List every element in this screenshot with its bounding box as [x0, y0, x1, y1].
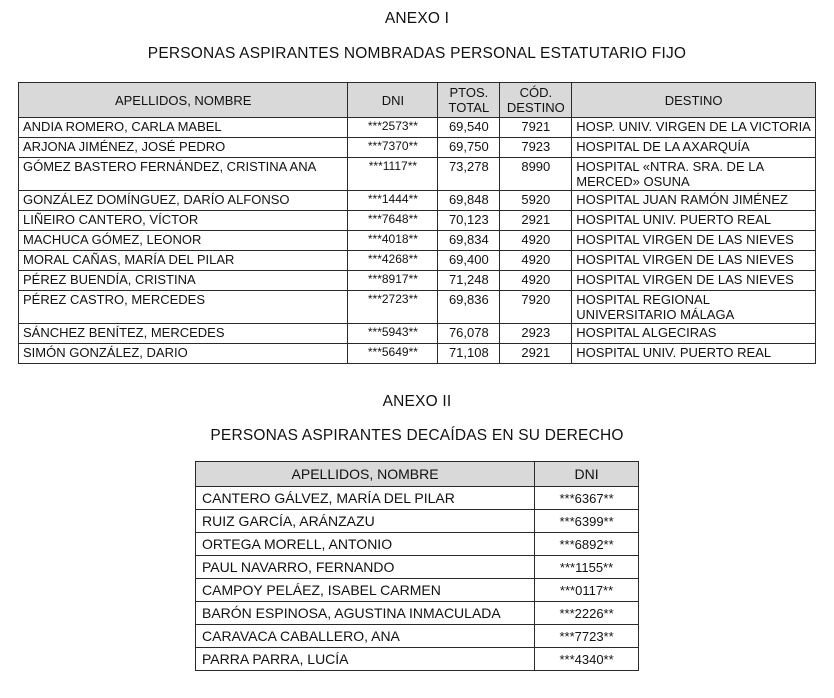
cell-dni: ***6399** — [535, 510, 639, 533]
header-code-line1: CÓD. — [519, 85, 553, 100]
cell-name: ORTEGA MORELL, ANTONIO — [196, 533, 535, 556]
cell-name: BARÓN ESPINOSA, AGUSTINA INMACULADA — [196, 602, 535, 625]
cell-destination: HOSPITAL VIRGEN DE LAS NIEVES — [572, 251, 816, 271]
cell-code: 5920 — [500, 191, 572, 211]
annex-1-heading: ANEXO I — [384, 10, 450, 27]
cell-code: 2921 — [500, 211, 572, 231]
cell-name: MORAL CAÑAS, MARÍA DEL PILAR — [19, 251, 348, 271]
cell-dni: ***6892** — [535, 533, 639, 556]
header-destination: DESTINO — [572, 83, 816, 118]
cell-name: PARRA PARRA, LUCÍA — [196, 648, 535, 671]
annex-1-title: PERSONAS ASPIRANTES NOMBRADAS PERSONAL ESTATUTARIO FIJO — [147, 45, 687, 62]
table-row — [19, 291, 816, 324]
cell-destination: HOSPITAL ALGECIRAS — [572, 324, 816, 344]
cell-destination: HOSPITAL UNIV. PUERTO REAL — [572, 211, 816, 231]
header-dni: DNI — [348, 83, 438, 118]
cell-dni: ***4268** — [348, 251, 438, 271]
header-code — [500, 83, 572, 118]
cell-dni: ***2226** — [535, 602, 639, 625]
cell-code: 4920 — [500, 231, 572, 251]
table-row — [196, 510, 639, 533]
cell-dni: ***2723** — [348, 291, 438, 324]
cell-dni: ***2573** — [348, 118, 438, 138]
cell-code: 4920 — [500, 251, 572, 271]
table-row — [196, 556, 639, 579]
cell-points: 69,836 — [438, 291, 500, 324]
header-points-line1: PTOS. — [449, 85, 489, 100]
table-row — [19, 211, 816, 231]
table-row — [19, 344, 816, 364]
table-row — [196, 625, 639, 648]
header-dni: DNI — [535, 462, 639, 487]
cell-points: 69,400 — [438, 251, 500, 271]
cell-code: 2923 — [500, 324, 572, 344]
cell-dni: ***0117** — [535, 579, 639, 602]
header-points — [438, 83, 500, 118]
table-row — [19, 191, 816, 211]
cell-dni: ***5649** — [348, 344, 438, 364]
cell-destination: HOSPITAL VIRGEN DE LAS NIEVES — [572, 271, 816, 291]
table-row — [19, 231, 816, 251]
cell-points: 76,078 — [438, 324, 500, 344]
table-row — [196, 579, 639, 602]
cell-dni: ***7370** — [348, 138, 438, 158]
header-name: APELLIDOS, NOMBRE — [196, 462, 535, 487]
cell-code: 4920 — [500, 271, 572, 291]
cell-points: 69,848 — [438, 191, 500, 211]
cell-name: CANTERO GÁLVEZ, MARÍA DEL PILAR — [196, 487, 535, 510]
cell-dni: ***7648** — [348, 211, 438, 231]
cell-destination: HOSPITAL JUAN RAMÓN JIMÉNEZ — [572, 191, 816, 211]
table-row — [19, 251, 816, 271]
cell-points: 69,750 — [438, 138, 500, 158]
table-header-row — [196, 462, 639, 487]
cell-destination: HOSPITAL UNIV. PUERTO REAL — [572, 344, 816, 364]
cell-points: 71,248 — [438, 271, 500, 291]
table-row — [19, 271, 816, 291]
cell-name: MACHUCA GÓMEZ, LEONOR — [19, 231, 348, 251]
cell-name: SIMÓN GONZÁLEZ, DARIO — [19, 344, 348, 364]
cell-points: 71,108 — [438, 344, 500, 364]
cell-dni: ***8917** — [348, 271, 438, 291]
cell-name: RUIZ GARCÍA, ARÁNZAZU — [196, 510, 535, 533]
cell-name: GÓMEZ BASTERO FERNÁNDEZ, CRISTINA ANA — [19, 158, 348, 191]
cell-destination: HOSP. UNIV. VIRGEN DE LA VICTORIA — [572, 118, 816, 138]
table-row — [196, 602, 639, 625]
cell-code: 7920 — [500, 291, 572, 324]
cell-destination: HOSPITAL «NTRA. SRA. DE LA MERCED» OSUNA — [572, 158, 816, 191]
cell-dni: ***1155** — [535, 556, 639, 579]
cell-points: 69,834 — [438, 231, 500, 251]
cell-name: ARJONA JIMÉNEZ, JOSÉ PEDRO — [19, 138, 348, 158]
cell-name: LIÑEIRO CANTERO, VÍCTOR — [19, 211, 348, 231]
cell-name: PAUL NAVARRO, FERNANDO — [196, 556, 535, 579]
appointed-candidates-table — [18, 82, 816, 364]
cell-code: 8990 — [500, 158, 572, 191]
table-row — [196, 533, 639, 556]
cell-name: GONZÁLEZ DOMÍNGUEZ, DARÍO ALFONSO — [19, 191, 348, 211]
cell-dni: ***4340** — [535, 648, 639, 671]
cell-dni: ***6367** — [535, 487, 639, 510]
cell-code: 7921 — [500, 118, 572, 138]
cell-dni: ***4018** — [348, 231, 438, 251]
cell-name: PÉREZ CASTRO, MERCEDES — [19, 291, 348, 324]
table-row — [19, 158, 816, 191]
cell-name: SÁNCHEZ BENÍTEZ, MERCEDES — [19, 324, 348, 344]
cell-dni: ***7723** — [535, 625, 639, 648]
cell-name: CARAVACA CABALLERO, ANA — [196, 625, 535, 648]
table-row — [196, 487, 639, 510]
cell-code: 2921 — [500, 344, 572, 364]
header-code-line2: DESTINO — [506, 100, 565, 115]
cell-name: CAMPOY PELÁEZ, ISABEL CARMEN — [196, 579, 535, 602]
cell-dni: ***1444** — [348, 191, 438, 211]
header-points-line2: TOTAL — [448, 100, 490, 115]
cell-destination: HOSPITAL DE LA AXARQUÍA — [572, 138, 816, 158]
annex-2-title: PERSONAS ASPIRANTES DECAÍDAS EN SU DERECHO — [210, 427, 624, 444]
cell-dni: ***1117** — [348, 158, 438, 191]
cell-points: 70,123 — [438, 211, 500, 231]
table-header-row — [19, 83, 816, 118]
cell-points: 73,278 — [438, 158, 500, 191]
cell-destination: HOSPITAL REGIONAL UNIVERSITARIO MÁLAGA — [572, 291, 816, 324]
cell-name: ANDIA ROMERO, CARLA MABEL — [19, 118, 348, 138]
cell-dni: ***5943** — [348, 324, 438, 344]
lapsed-candidates-table — [195, 461, 639, 671]
cell-code: 7923 — [500, 138, 572, 158]
table-row — [196, 648, 639, 671]
table-row — [19, 138, 816, 158]
cell-destination: HOSPITAL VIRGEN DE LAS NIEVES — [572, 231, 816, 251]
table-row — [19, 324, 816, 344]
annex-2-heading: ANEXO II — [382, 393, 452, 410]
cell-name: PÉREZ BUENDÍA, CRISTINA — [19, 271, 348, 291]
table-row — [19, 118, 816, 138]
header-name: APELLIDOS, NOMBRE — [19, 83, 348, 118]
cell-points: 69,540 — [438, 118, 500, 138]
